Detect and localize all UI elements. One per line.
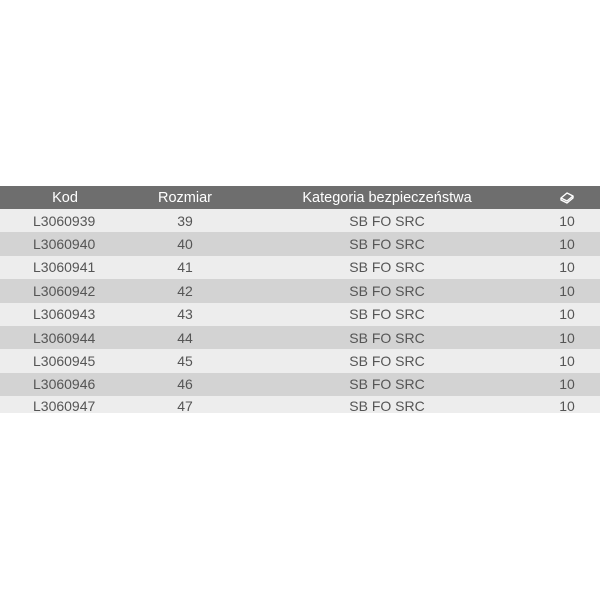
package-icon: [558, 191, 576, 205]
header-kod: Kod: [52, 189, 78, 206]
cell-kategoria: SB FO SRC: [349, 376, 425, 393]
cell-ilosc: 10: [559, 353, 575, 370]
cell-kategoria: SB FO SRC: [349, 306, 425, 323]
cell-kod: L3060947: [33, 398, 96, 414]
cell-ilosc: 10: [559, 259, 575, 276]
cell-ilosc: 10: [559, 306, 575, 323]
table-row: [0, 209, 600, 232]
cell-rozmiar: 45: [177, 353, 193, 370]
table-header: [0, 186, 600, 209]
cell-kod: L3060939: [33, 212, 96, 229]
cell-kod: L3060943: [33, 306, 96, 323]
header-rozmiar: Rozmiar: [158, 189, 212, 206]
cell-kategoria: SB FO SRC: [349, 329, 425, 346]
cell-kategoria: SB FO SRC: [349, 282, 425, 299]
cell-kategoria: SB FO SRC: [349, 236, 425, 253]
cell-ilosc: 10: [559, 329, 575, 346]
cell-ilosc: 10: [559, 376, 575, 393]
table-row: [0, 303, 600, 326]
cell-rozmiar: 42: [177, 282, 193, 299]
cell-rozmiar: 46: [177, 376, 193, 393]
cell-ilosc: 10: [559, 398, 575, 414]
table-row: [0, 256, 600, 279]
cell-ilosc: 10: [559, 282, 575, 299]
cell-kod: L3060945: [33, 353, 96, 370]
header-quantity: [534, 191, 600, 205]
cell-kategoria: SB FO SRC: [349, 353, 425, 370]
cell-rozmiar: 40: [177, 236, 193, 253]
table-row: [0, 396, 600, 413]
cell-kategoria: SB FO SRC: [349, 259, 425, 276]
cell-kategoria: SB FO SRC: [349, 212, 425, 229]
cell-rozmiar: 44: [177, 329, 193, 346]
cell-ilosc: 10: [559, 236, 575, 253]
table-row: [0, 373, 600, 396]
cell-kategoria: SB FO SRC: [349, 398, 425, 414]
table-row: [0, 326, 600, 349]
cell-ilosc: 10: [559, 212, 575, 229]
cell-kod: L3060944: [33, 329, 96, 346]
cell-rozmiar: 41: [177, 259, 193, 276]
table-row: [0, 349, 600, 372]
cell-kod: L3060941: [33, 259, 96, 276]
header-kategoria: Kategoria bezpieczeństwa: [302, 189, 472, 206]
table-row: [0, 279, 600, 302]
cell-kod: L3060942: [33, 282, 96, 299]
cell-kod: L3060946: [33, 376, 96, 393]
cell-kod: L3060940: [33, 236, 96, 253]
cell-rozmiar: 39: [177, 212, 193, 229]
cell-rozmiar: 47: [177, 398, 193, 414]
cell-rozmiar: 43: [177, 306, 193, 323]
product-table: [0, 186, 600, 413]
table-row: [0, 232, 600, 255]
